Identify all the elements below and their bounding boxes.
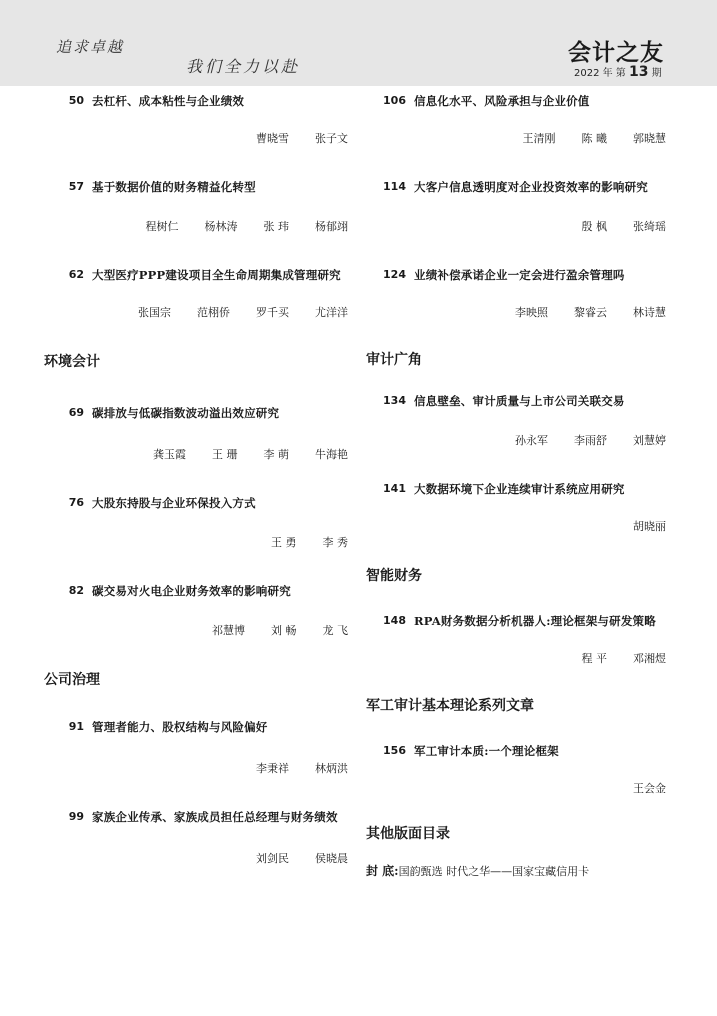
article-author: 刘慧婷: [633, 434, 666, 447]
article-page-number: 134: [383, 394, 406, 407]
page-header: [0, 0, 717, 86]
article-page-number: 91: [68, 720, 84, 733]
article-author: 李 秀: [322, 536, 348, 549]
left-column: [44, 92, 348, 868]
article-entry[interactable]: [44, 178, 348, 236]
article-author: 罗千买: [256, 306, 289, 319]
article-entry[interactable]: [44, 718, 348, 778]
article-title[interactable]: 大数据环境下企业连续审计系统应用研究: [414, 482, 625, 496]
article-entry[interactable]: [44, 494, 348, 552]
section-heading: 军工审计基本理论系列文章: [366, 698, 534, 714]
article-author: 曹晓雪: [256, 132, 289, 145]
article-entry[interactable]: [366, 480, 666, 536]
slogan-line-1: 追求卓越: [56, 38, 125, 56]
article-author: 张子文: [315, 132, 348, 145]
article-author: 王 勇: [271, 536, 297, 549]
article-author: 殷 枫: [581, 220, 607, 233]
article-author: 范栩侨: [197, 306, 230, 319]
back-cover-entry[interactable]: [366, 862, 666, 880]
article-author: 孙永军: [515, 434, 548, 447]
article-author: 邓湘煜: [633, 652, 666, 665]
article-entry[interactable]: [366, 392, 666, 450]
back-cover-label: 封 底:: [366, 864, 399, 878]
slogan-line-2: 我们全力以赴: [186, 57, 301, 76]
article-author: 龚玉霞: [153, 448, 186, 461]
article-entry[interactable]: [44, 582, 348, 640]
article-title[interactable]: 信息化水平、风险承担与企业价值: [414, 94, 590, 108]
article-page-number: 148: [383, 614, 406, 627]
section-heading: 环境会计: [44, 354, 100, 370]
back-cover-text[interactable]: 国韵甄选 时代之华——国家宝藏信用卡: [398, 865, 590, 878]
article-title[interactable]: 大型医疗PPP建设项目全生命周期集成管理研究: [92, 268, 341, 282]
article-author: 张绮瑶: [633, 220, 666, 233]
article-page-number: 141: [383, 482, 406, 495]
article-author: 侯晓晨: [315, 852, 348, 865]
article-entry[interactable]: [44, 92, 348, 148]
article-entry[interactable]: [366, 612, 666, 668]
article-entry[interactable]: [366, 92, 666, 148]
article-author: 李雨舒: [574, 434, 607, 447]
article-entry[interactable]: [366, 266, 666, 322]
article-author: 李 萌: [263, 448, 289, 461]
article-author: 龙 飞: [322, 624, 348, 637]
article-entry[interactable]: [44, 404, 348, 464]
article-author: 程树仁: [145, 220, 179, 233]
article-page-number: 76: [68, 496, 84, 509]
section-heading: 审计广角: [366, 352, 422, 368]
article-title[interactable]: 大股东持股与企业环保投入方式: [92, 496, 256, 510]
right-column: [366, 92, 666, 880]
article-page-number: 82: [68, 584, 84, 597]
section-heading: 公司治理: [44, 672, 100, 688]
article-author: 刘 畅: [271, 624, 297, 637]
article-author: 张国宗: [138, 306, 171, 319]
article-author: 尤洋洋: [315, 306, 348, 319]
article-title[interactable]: RPA财务数据分析机器人:理论框架与研发策略: [414, 614, 656, 628]
article-title[interactable]: 去杠杆、成本粘性与企业绩效: [92, 94, 245, 108]
article-author: 王会金: [633, 782, 666, 795]
article-author: 程 平: [581, 652, 607, 665]
article-author: 林炳洪: [315, 762, 348, 775]
article-page-number: 114: [383, 180, 406, 193]
issue-info: [574, 64, 662, 80]
article-author: 林诗慧: [633, 306, 666, 319]
magazine-title: 会计之友: [568, 40, 664, 66]
article-title[interactable]: 管理者能力、股权结构与风险偏好: [92, 720, 268, 734]
article-title[interactable]: 信息壁垒、审计质量与上市公司关联交易: [414, 394, 625, 408]
issue-year: 2022 年 第: [574, 68, 626, 79]
article-author: 牛海艳: [315, 448, 348, 461]
article-page-number: 62: [68, 268, 84, 281]
issue-number: 13: [629, 64, 649, 80]
article-title[interactable]: 业绩补偿承诺企业一定会进行盈余管理吗: [414, 268, 625, 282]
article-author: 王清刚: [522, 132, 556, 145]
article-entry[interactable]: [366, 178, 666, 236]
article-title[interactable]: 基于数据价值的财务精益化转型: [92, 180, 256, 194]
article-title[interactable]: 家族企业传承、家族成员担任总经理与财务绩效: [92, 810, 338, 824]
issue-suffix: 期: [651, 68, 662, 79]
article-title[interactable]: 碳排放与低碳指数波动溢出效应研究: [92, 406, 280, 420]
article-author: 李映照: [515, 306, 548, 319]
article-author: 杨林涛: [204, 220, 238, 233]
article-page-number: 156: [383, 744, 406, 757]
article-title[interactable]: 碳交易对火电企业财务效率的影响研究: [92, 584, 291, 598]
article-author: 黎睿云: [574, 306, 607, 319]
article-author: 郭晓慧: [633, 132, 666, 145]
article-page-number: 57: [68, 180, 84, 193]
section-heading: 其他版面目录: [366, 826, 450, 842]
article-author: 陈 曦: [581, 132, 607, 145]
article-author: 李秉祥: [256, 762, 289, 775]
article-author: 刘剑民: [256, 852, 289, 865]
article-title[interactable]: 军工审计本质:一个理论框架: [414, 744, 559, 758]
article-author: 杨郁翊: [315, 220, 348, 233]
article-author: 胡晓丽: [633, 520, 666, 533]
article-page-number: 69: [68, 406, 84, 419]
article-author: 王 珊: [212, 448, 238, 461]
article-author: 张 玮: [263, 220, 289, 233]
section-heading: 智能财务: [366, 568, 422, 584]
article-author: 祁慧博: [212, 624, 245, 637]
article-page-number: 124: [383, 268, 406, 281]
article-title[interactable]: 大客户信息透明度对企业投资效率的影响研究: [414, 180, 648, 194]
article-entry[interactable]: [44, 808, 348, 868]
article-page-number: 99: [68, 810, 84, 823]
article-page-number: 106: [383, 94, 406, 107]
article-entry[interactable]: [44, 266, 348, 322]
article-page-number: 50: [68, 94, 84, 107]
article-entry[interactable]: [366, 742, 666, 798]
